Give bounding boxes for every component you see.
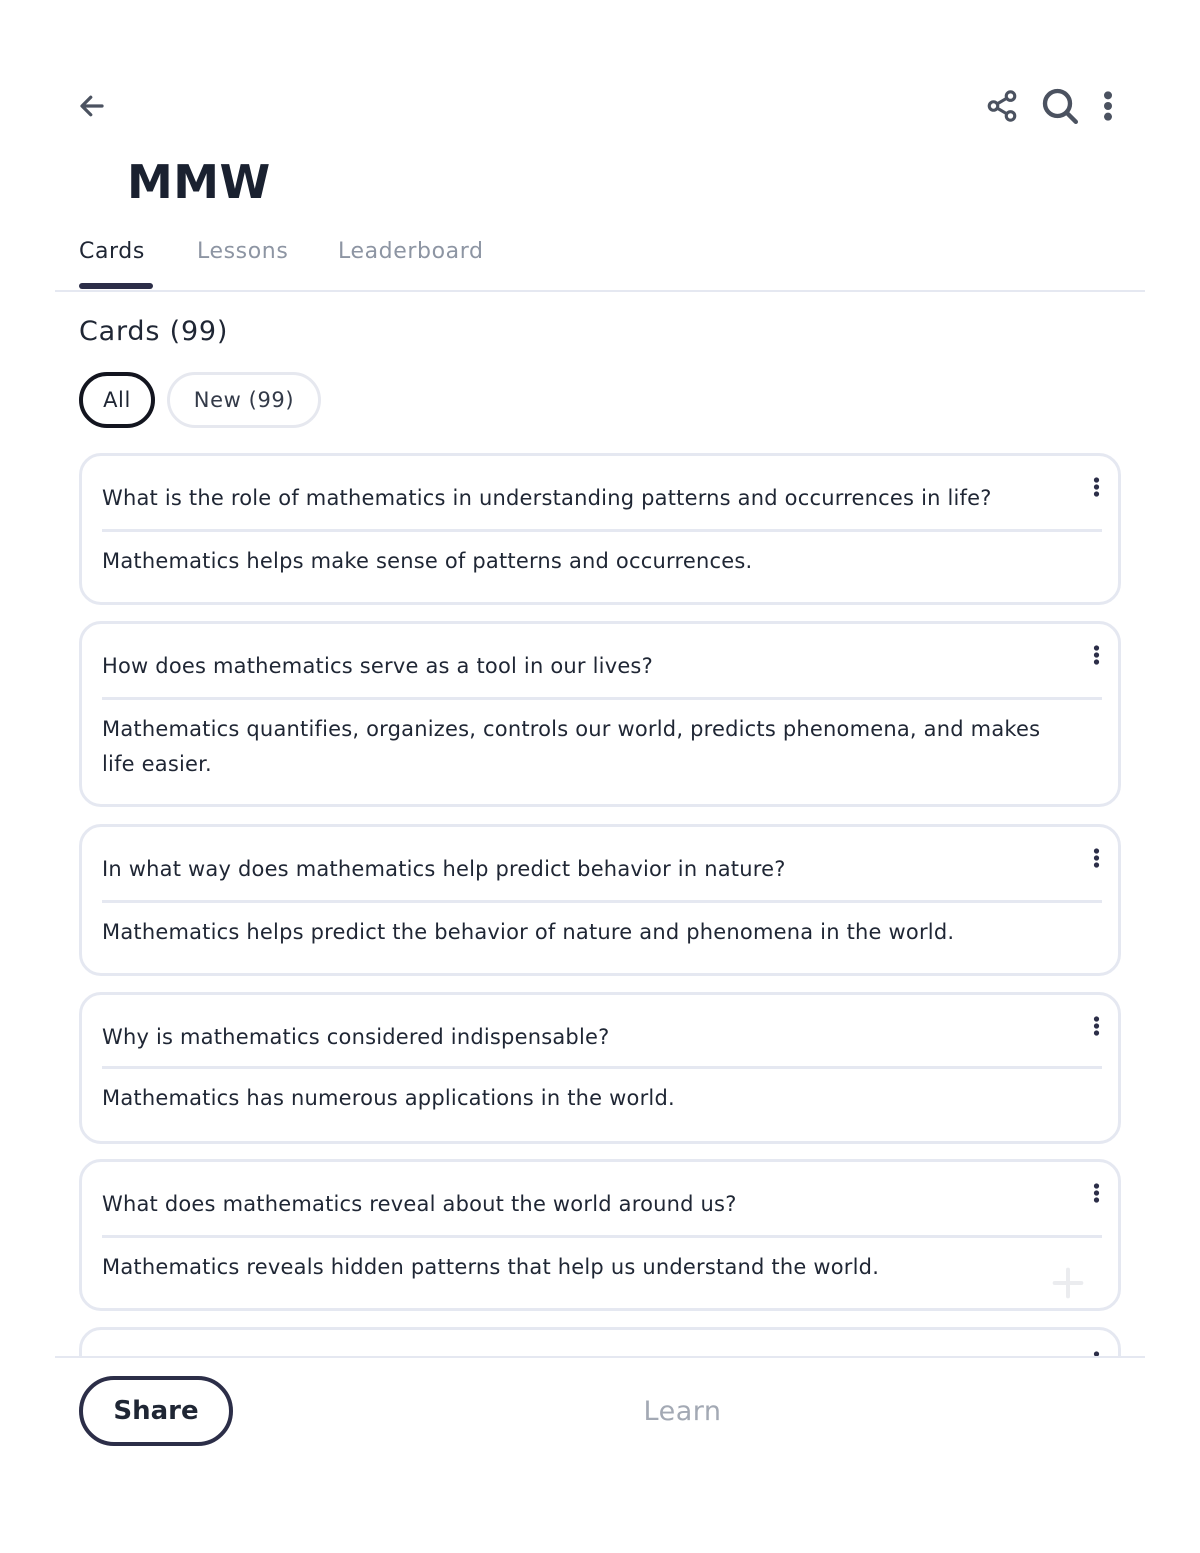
- card-answer: Mathematics helps predict the behavior of nature and phenomena in the world.: [102, 920, 955, 944]
- flashcard[interactable]: [79, 992, 1121, 1144]
- card-question: Why is mathematics considered indispensable?: [102, 1025, 610, 1049]
- tab-leaderboard[interactable]: Leaderboard: [338, 239, 484, 264]
- active-tab-indicator: [79, 283, 153, 289]
- card-menu-button[interactable]: [1088, 1346, 1104, 1356]
- card-divider: [102, 1066, 1102, 1069]
- card-menu-button[interactable]: [1088, 843, 1104, 873]
- flashcard[interactable]: [79, 453, 1121, 605]
- tab-lessons[interactable]: Lessons: [197, 239, 289, 264]
- more-vertical-icon: [1093, 476, 1100, 498]
- card-list: [79, 453, 1121, 1356]
- more-vertical-icon: [1093, 847, 1100, 869]
- card-answer: Mathematics reveals hidden patterns that help us understand the world.: [102, 1255, 880, 1279]
- card-answer: Mathematics helps make sense of patterns and occurrences.: [102, 549, 753, 573]
- card-question: What does mathematics reveal about the world around us?: [102, 1192, 737, 1216]
- flashcard[interactable]: [79, 1327, 1121, 1356]
- card-menu-button[interactable]: [1088, 640, 1104, 670]
- more-vertical-icon: [1093, 1015, 1100, 1037]
- more-vertical-icon: [1102, 90, 1114, 122]
- tab-bar: [55, 228, 1145, 292]
- plus-icon: [1048, 1263, 1088, 1303]
- card-question: How does mathematics serve as a tool in our lives?: [102, 654, 653, 678]
- tab-cards[interactable]: Cards: [79, 239, 145, 264]
- card-answer: Mathematics has numerous applications in the world.: [102, 1086, 675, 1110]
- card-answer: Mathematics quantifies, organizes, controls our world, predicts phenomena, and makes life easier.: [102, 717, 1041, 776]
- flashcard[interactable]: [79, 621, 1121, 807]
- add-card-button[interactable]: [1040, 1255, 1096, 1311]
- more-vertical-icon: [1093, 1182, 1100, 1204]
- card-menu-button[interactable]: [1088, 1178, 1104, 1208]
- card-menu-button[interactable]: [1088, 1011, 1104, 1041]
- back-button[interactable]: [72, 84, 112, 128]
- flashcard[interactable]: [79, 1159, 1121, 1311]
- share-icon: [985, 88, 1019, 124]
- search-button[interactable]: [1038, 82, 1082, 130]
- card-question: What is the role of mathematics in understanding patterns and occurrences in life?: [102, 486, 992, 510]
- search-icon: [1040, 86, 1080, 126]
- filter-all-chip[interactable]: All: [79, 372, 155, 428]
- filter-new-chip[interactable]: New (99): [167, 372, 321, 428]
- card-divider: [102, 529, 1102, 532]
- more-vertical-icon: [1093, 644, 1100, 666]
- bottom-action-bar: [55, 1356, 1145, 1478]
- share-icon-button[interactable]: [980, 82, 1024, 130]
- learn-button[interactable]: Learn: [643, 1395, 722, 1427]
- flashcard[interactable]: [79, 824, 1121, 976]
- page-title: MMW: [127, 155, 271, 209]
- card-question: In what way does mathematics help predict behavior in nature?: [102, 857, 786, 881]
- share-button[interactable]: Share: [79, 1376, 233, 1446]
- card-divider: [102, 1235, 1102, 1238]
- header-actions: [980, 82, 1120, 130]
- card-divider: [102, 900, 1102, 903]
- top-bar: [0, 0, 1200, 150]
- cards-count-heading: Cards (99): [79, 316, 229, 347]
- more-options-button[interactable]: [1096, 82, 1120, 130]
- card-menu-button[interactable]: [1088, 472, 1104, 502]
- filter-chips: [79, 372, 321, 428]
- arrow-left-icon: [77, 91, 107, 121]
- card-divider: [102, 697, 1102, 700]
